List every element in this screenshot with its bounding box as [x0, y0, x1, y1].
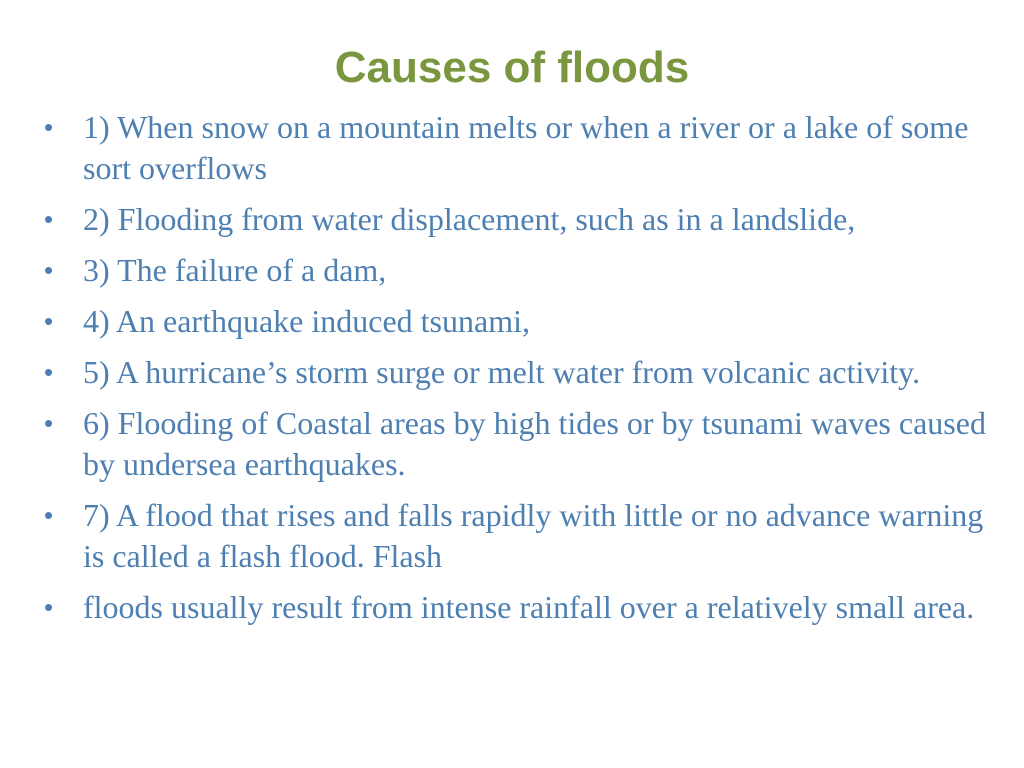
bullet-text: 6) Flooding of Coastal areas by high tides or by tsunami waves caused by undersea earthquakes. — [83, 405, 986, 482]
bullet-icon: • — [44, 204, 54, 234]
bullet-icon: • — [44, 112, 54, 142]
bullet-item — [0, 199, 1000, 240]
bullet-text: floods usually result from intense rainfall over a relatively small area. — [83, 589, 975, 625]
bullet-item — [0, 250, 1000, 291]
bullet-item — [0, 301, 1000, 342]
bullet-item — [0, 587, 1000, 628]
bullet-item — [0, 107, 1000, 189]
bullet-icon: • — [44, 500, 54, 530]
bullet-text: 2) Flooding from water displacement, such as in a landslide, — [83, 201, 856, 237]
bullet-item — [0, 495, 1000, 577]
bullet-item — [0, 403, 1000, 485]
bullet-icon: • — [44, 255, 54, 285]
slide-title: Causes of floods — [334, 43, 690, 92]
bullet-text: 5) A hurricane’s storm surge or melt water from volcanic activity. — [83, 354, 921, 390]
bullet-icon: • — [44, 408, 54, 438]
bullet-icon: • — [44, 592, 54, 622]
bullet-list — [0, 107, 1000, 628]
bullet-text: 4) An earthquake induced tsunami, — [83, 303, 530, 339]
bullet-icon: • — [44, 357, 54, 387]
bullet-text: 3) The failure of a dam, — [83, 252, 387, 288]
bullet-text: 1) When snow on a mountain melts or when a river or a lake of some sort overflows — [83, 109, 969, 186]
bullet-text: 7) A flood that rises and falls rapidly with little or no advance warning is called a flash flood. Flash — [83, 497, 984, 574]
bullet-icon: • — [44, 306, 54, 336]
bullet-item — [0, 352, 1000, 393]
